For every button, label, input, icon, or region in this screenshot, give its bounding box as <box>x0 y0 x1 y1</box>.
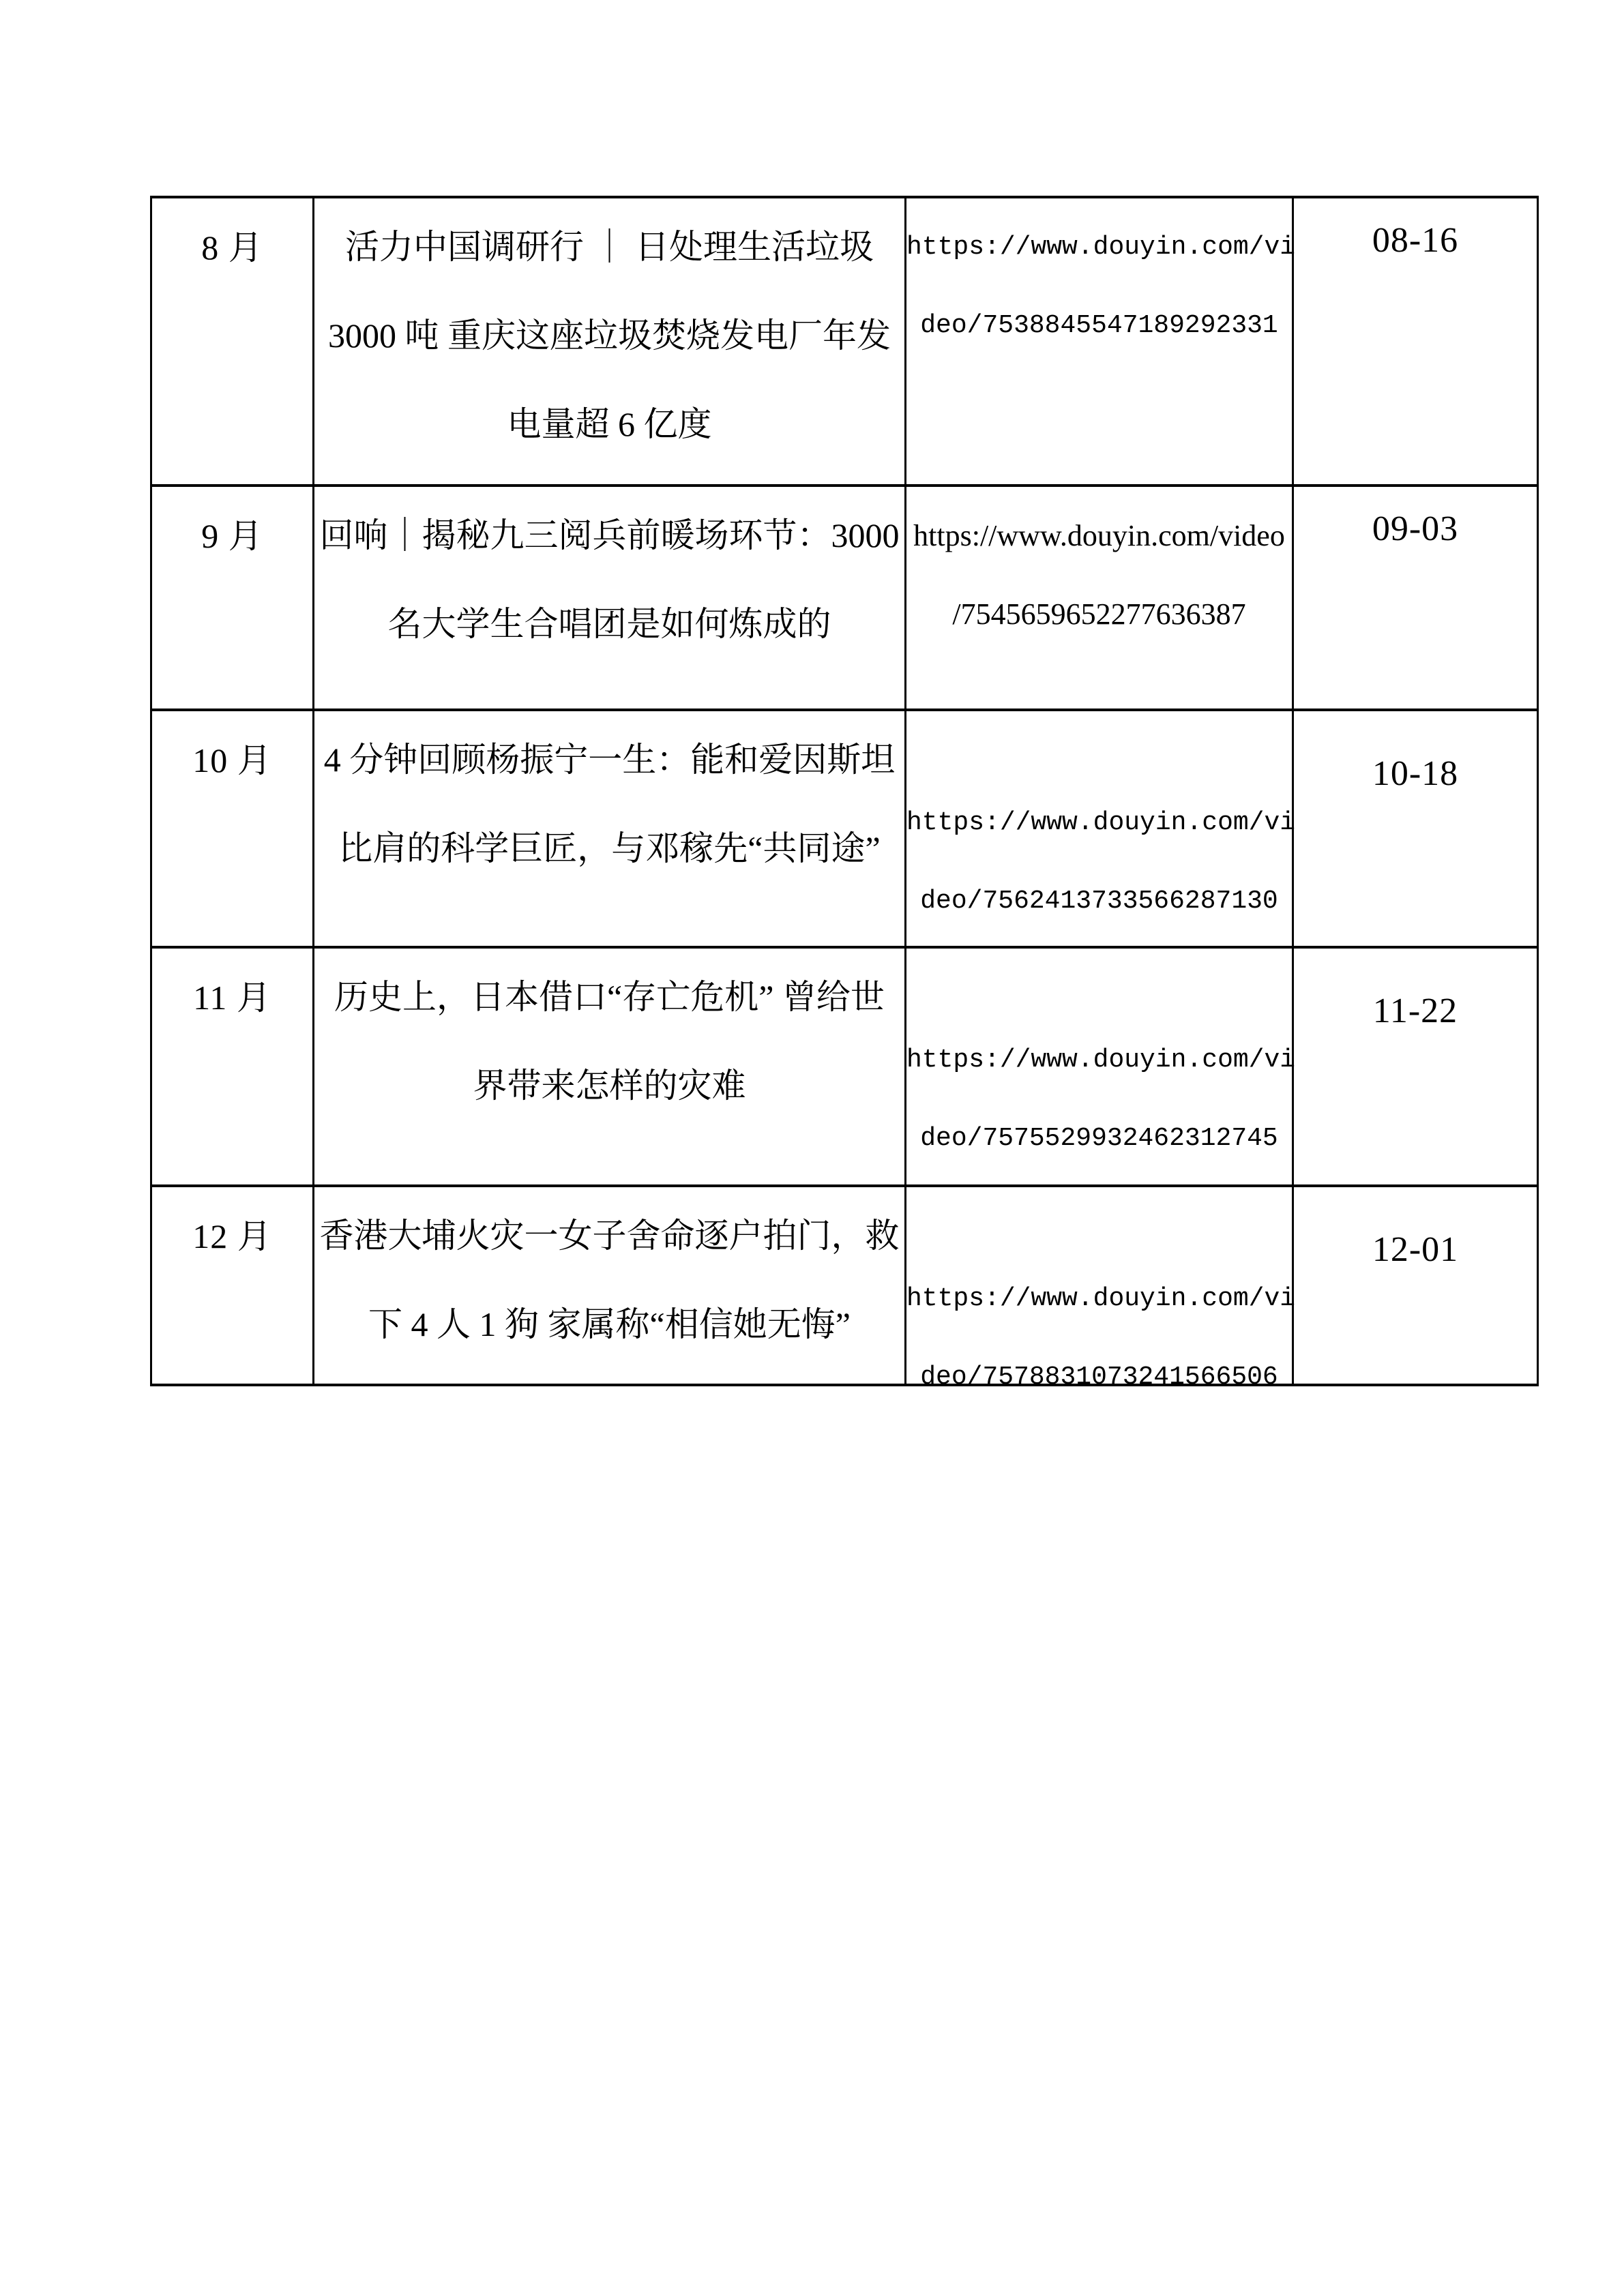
title-line: 3000 吨 重庆这座垃圾焚烧发电厂年发 <box>328 316 891 355</box>
title-line: 比肩的科学巨匠，与邓稼先“共同途” <box>338 829 881 867</box>
title-cell <box>314 487 906 711</box>
url-cell <box>906 1187 1296 1392</box>
url-line: deo/7562413733566287130 <box>920 886 1278 916</box>
url-cell <box>906 949 1294 1187</box>
title-line: 电量超 6 亿度 <box>507 405 712 443</box>
url-line: deo/7538845547189292331 <box>920 311 1278 340</box>
title-cell <box>314 711 906 949</box>
month-cell: 11 月 <box>152 949 314 1187</box>
url-cell <box>906 198 1294 487</box>
url-line: https://www.douyin.com/vi <box>906 1284 1296 1313</box>
video-list-table <box>150 196 1539 1392</box>
title-cell <box>314 949 906 1187</box>
title-line: 活力中国调研行 ｜ 日处理生活垃圾 <box>345 228 874 266</box>
url-cell <box>906 711 1294 949</box>
title-line: 历史上，日本借口“存亡危机” 曾给世 <box>334 978 885 1016</box>
title-line: 香港大埔火灾一女子舍命逐户拍门，救 <box>319 1217 900 1255</box>
url-line: https://www.douyin.com/vi <box>906 808 1296 837</box>
url-line: https://www.douyin.com/vi <box>906 233 1296 262</box>
date-cell: 10-18 <box>1294 711 1537 949</box>
month-cell: 12 月 <box>152 1187 314 1384</box>
month-cell: 9 月 <box>152 487 314 711</box>
date-cell: 09-03 <box>1294 487 1537 711</box>
month-cell: 10 月 <box>152 711 314 949</box>
date-cell: 12-01 <box>1372 1230 1459 1269</box>
url-line: https://www.douyin.com/video <box>913 519 1285 552</box>
title-line: 下 4 人 1 狗 家属称“相信她无悔” <box>368 1305 851 1343</box>
date-cell: 11-22 <box>1294 949 1537 1187</box>
url-line: deo/7575529932462312745 <box>920 1124 1278 1153</box>
title-cell <box>314 1187 906 1384</box>
title-line: 4 分钟回顾杨振宁一生：能和爱因斯坦 <box>323 741 896 779</box>
month-cell: 8 月 <box>152 198 314 487</box>
url-line: /7545659652277636387 <box>952 597 1246 631</box>
title-line: 界带来怎样的灾难 <box>473 1067 746 1105</box>
title-line: 名大学生合唱团是如何炼成的 <box>387 605 831 643</box>
title-cell <box>314 198 906 487</box>
date-cell: 08-16 <box>1294 198 1537 487</box>
url-line: https://www.douyin.com/vi <box>906 1045 1296 1075</box>
title-line: 回响｜揭秘九三阅兵前暖场环节：3000 <box>319 516 900 554</box>
url-line: deo/7578831073241566506 <box>920 1362 1278 1392</box>
url-cell <box>906 487 1294 711</box>
